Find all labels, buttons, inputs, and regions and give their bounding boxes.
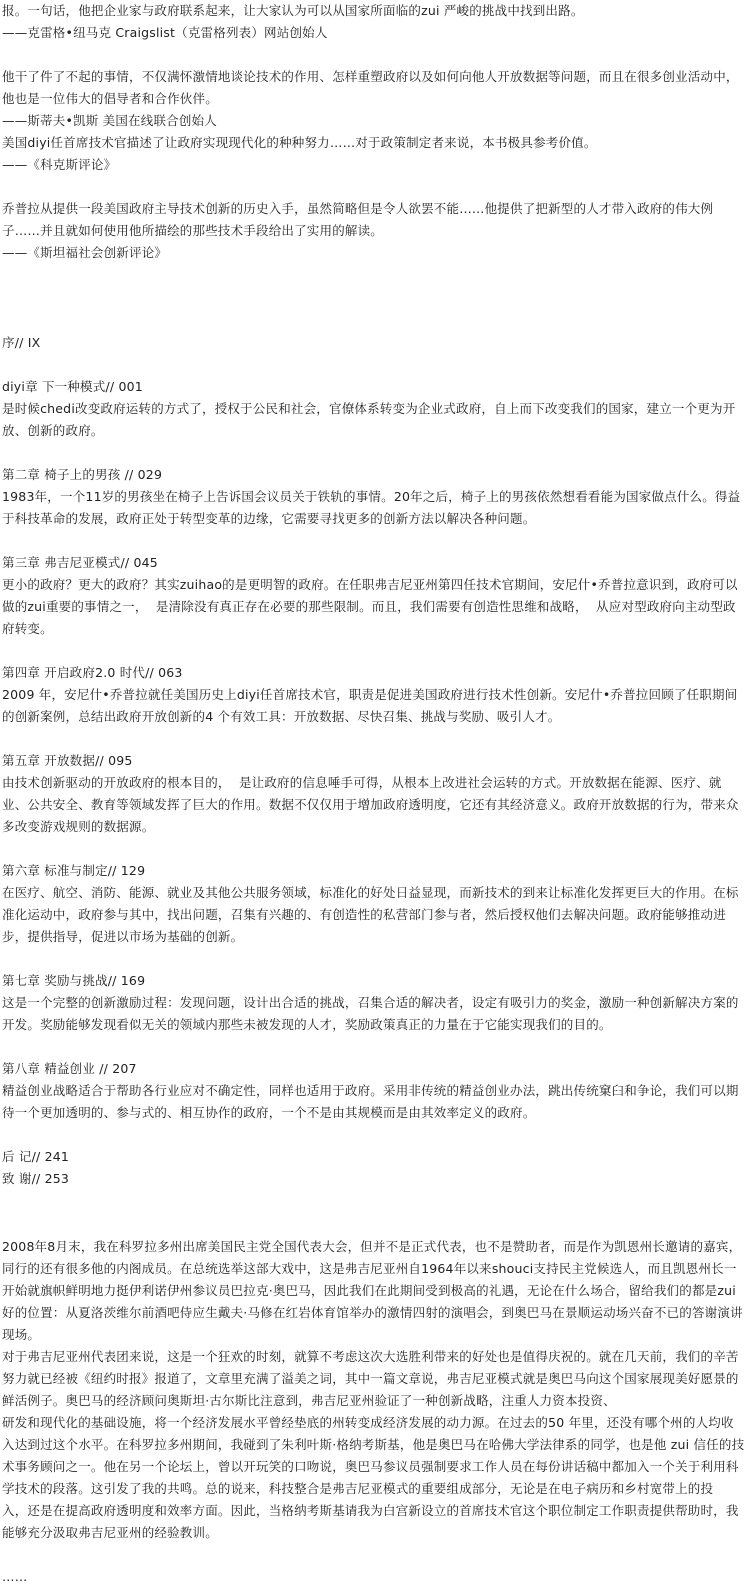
spacer	[2, 948, 746, 970]
spacer	[2, 838, 746, 860]
review-quote: 他干了件了不起的事情，不仅满怀激情地谈论技术的作用、怎样重塑政府以及如何向他人开放数据等问题，而且在很多创业活动中，他也是一位伟大的倡导者和合作伙伴。	[2, 69, 739, 106]
excerpt-paragraph: 对于弗吉尼亚州代表团来说，这是一个狂欢的时刻，就算不考虑这次大选胜利带来的好处也是值得庆祝的。就在几天前，我们的辛苦努力就已经被《纽约时报》报道了，文章里充满了溢美之词，其中一篇文章说，弗吉尼亚模式就是奥巴马向这个国家展现美好愿景的鲜活例子。奥巴马的经济顾问奥斯坦·古尔斯比注意到，弗吉尼亚州验证了一种创新战略，注重人力资本投资、 研发和现代化的基础设施，将一个经济发展水平曾经垫底的州转变成经济发展的动力源。在过去的50 年里，还没有哪个州的人均收入达到过这个水平。在科罗拉多州期间，我碰到了朱利叶斯·格纳考斯基，他是奥巴马在哈佛大学法律系的同学，也是他 zui 信任的技术事务顾问之一。他在另一个论坛上，曾以开玩笑的口吻说，奥巴马参议员强制要求工作人员在每份讲话稿中都加入一个关于利用科学技术的段落。这引发了我的共鸣。总的说来，科技整合是弗吉尼亚模式的重要组成部分，无论是在电子病历和乡村宽带上的投 入，还是在提高政府透明度和效率方面。因此，当格纳考斯基请我为白宫新设立的首席技术官这个职位制定工作职责提供帮助时，我能够充分汲取弗吉尼亚州的经验教训。	[2, 1349, 745, 1540]
spacer	[2, 264, 746, 310]
toc-chapter-summary: 更小的政府？更大的政府？其实zuihao的是更明智的政府。在任职弗吉尼亚州第四任技术官期间，安尼什•乔普拉意识到，政府可以做的zui重要的事情之一， 是清除没有真正存在必要的那些限制。而且，我们需要有创造性思维和战略， 从应对型政府向主动型政府转变。	[2, 577, 738, 636]
spacer	[2, 1124, 746, 1146]
spacer	[2, 1036, 746, 1058]
spacer	[2, 44, 746, 66]
table-of-contents	[2, 332, 746, 1190]
toc-chapter-heading: 第三章 弗吉尼亚模式// 045	[2, 555, 158, 570]
review-quote: 美国diyi任首席技术官描述了让政府实现现代化的种种努力……对于政策制定者来说，本书极具参考价值。	[2, 135, 597, 150]
spacer	[2, 176, 746, 198]
toc-chapter-summary: 在医疗、航空、消防、能源、就业及其他公共服务领域，标准化的好处日益显现，而新技术的到来让标准化发挥更巨大的作用。在标准化运动中，政府参与其中，找出问题，召集有兴趣的、有创造性的私营部门参与者，然后授权他们去解决问题。政府能够推动进步，提供指导，促进以市场为基础的创新。	[2, 885, 739, 944]
toc-chapter-heading: 第二章 椅子上的男孩 // 029	[2, 467, 163, 482]
spacer	[2, 1190, 746, 1236]
toc-chapter-heading: 第五章 开放数据// 095	[2, 753, 133, 768]
excerpt-ellipsis: ……	[2, 1569, 28, 1584]
toc-chapter-summary: 2009 年，安尼什•乔普拉就任美国历史上diyi任首席技术官，职责是促进美国政府进行技术性创新。安尼什•乔普拉回顾了任职期间的创新案例，总结出政府开放创新的4 个有效工具：开放数据、尽快召集、挑战与奖励、吸引人才。	[2, 687, 738, 724]
toc-chapter-summary: 是时候chedi改变政府运转的方式了，授权于公民和社会，官僚体系转变为企业式政府，自上而下改变我们的国家，建立一个更为开放、创新的政府。	[2, 401, 736, 438]
spacer	[2, 442, 746, 464]
spacer	[2, 1544, 746, 1566]
spacer	[2, 728, 746, 750]
excerpt-paragraph: 2008年8月末，我在科罗拉多州出席美国民主党全国代表大会，但并不是正式代表，也不是赞助者，而是作为凯恩州长邀请的嘉宾，同行的还有很多他的内阁成员。在总统选举这部大戏中，这是弗吉尼亚州自1964年以来shouci支持民主党候选人，而且凯恩州长一开始就旗帜鲜明地力挺伊利诺伊州参议员巴拉克·奥巴马，因此我们在此期间受到极高的礼遇，无论在什么场合，留给我们的都是zui 好的位置：从夏洛茨维尔前酒吧侍应生戴夫·马修在红岩体育馆举办的激情四射的演唱会，到奥巴马在景顺运动场兴奋不已的答谢演讲现场。	[2, 1239, 743, 1342]
toc-chapter-heading: 第七章 奖励与挑战// 169	[2, 973, 146, 988]
spacer	[2, 640, 746, 662]
review-quote: 乔普拉从提供一段美国政府主导技术创新的历史入手，虽然简略但是令人欲罢不能……他提供了把新型的人才带入政府的伟大例子……并且就如何使用他所描绘的那些技术手段给出了实用的解读。	[2, 201, 714, 238]
toc-chapter-summary: 由技术创新驱动的开放政府的根本目的， 是让政府的信息唾手可得，从根本上改进社会运转的方式。开放数据在能源、医疗、就业、公共安全、教育等领域发挥了巨大的作用。数据不仅仅用于增加政府透明度，它还有其经济意义。政府开放数据的行为，带来众多改变游戏规则的数据源。	[2, 775, 739, 834]
review-quote-line: 报。一句话，他把企业家与政府联系起来，让大家认为可以从国家所面临的zui 严峻的挑战中找到出路。	[2, 3, 584, 18]
toc-preface: 序// IX	[2, 335, 41, 350]
spacer	[2, 354, 746, 376]
document-body	[2, 0, 746, 1588]
review-attribution: ——斯蒂夫•凯斯 美国在线联合创始人	[2, 113, 217, 128]
review-attribution: ——《科克斯评论》	[2, 157, 117, 172]
review-attribution: ——克雷格•纽马克 Craigslist（克雷格列表）网站创始人	[2, 25, 328, 40]
toc-chapter-heading: 第六章 标准与制定// 129	[2, 863, 146, 878]
spacer	[2, 530, 746, 552]
reviews-section	[2, 0, 746, 264]
excerpt-section	[2, 1236, 746, 1588]
toc-chapter-summary: 精益创业战略适合于帮助各行业应对不确定性，同样也适用于政府。采用非传统的精益创业办法，跳出传统窠臼和争论，我们可以期待一个更加透明的、参与式的、相互协作的政府，一个不是由其规模而是由其效率定义的政府。	[2, 1083, 739, 1120]
toc-chapter-heading: diyi章 下一种模式// 001	[2, 379, 143, 394]
toc-chapter-heading: 第四章 开启政府2.0 时代// 063	[2, 665, 183, 680]
toc-chapter-heading: 第八章 精益创业 // 207	[2, 1061, 137, 1076]
toc-chapter-summary: 这是一个完整的创新激励过程：发现问题，设计出合适的挑战，召集合适的解决者，设定有吸引力的奖金，激励一种创新解决方案的开发。奖励能够发现看似无关的领域内那些未被发现的人才，奖励政策真正的力量在于它能实现我们的目的。	[2, 995, 739, 1032]
toc-afterword: 后 记// 241	[2, 1149, 70, 1164]
toc-chapter-summary: 1983年，一个11岁的男孩坐在椅子上告诉国会议员关于铁轨的事情。20年之后，椅子上的男孩依然想看看能为国家做点什么。得益于科技革命的发展，政府正处于转型变革的边缘，它需要寻找更多的创新方法以解决各种问题。	[2, 489, 741, 526]
review-attribution: ——《斯坦福社会创新评论》	[2, 245, 168, 260]
toc-acknowledgements: 致 谢// 253	[2, 1171, 70, 1186]
spacer	[2, 310, 746, 332]
